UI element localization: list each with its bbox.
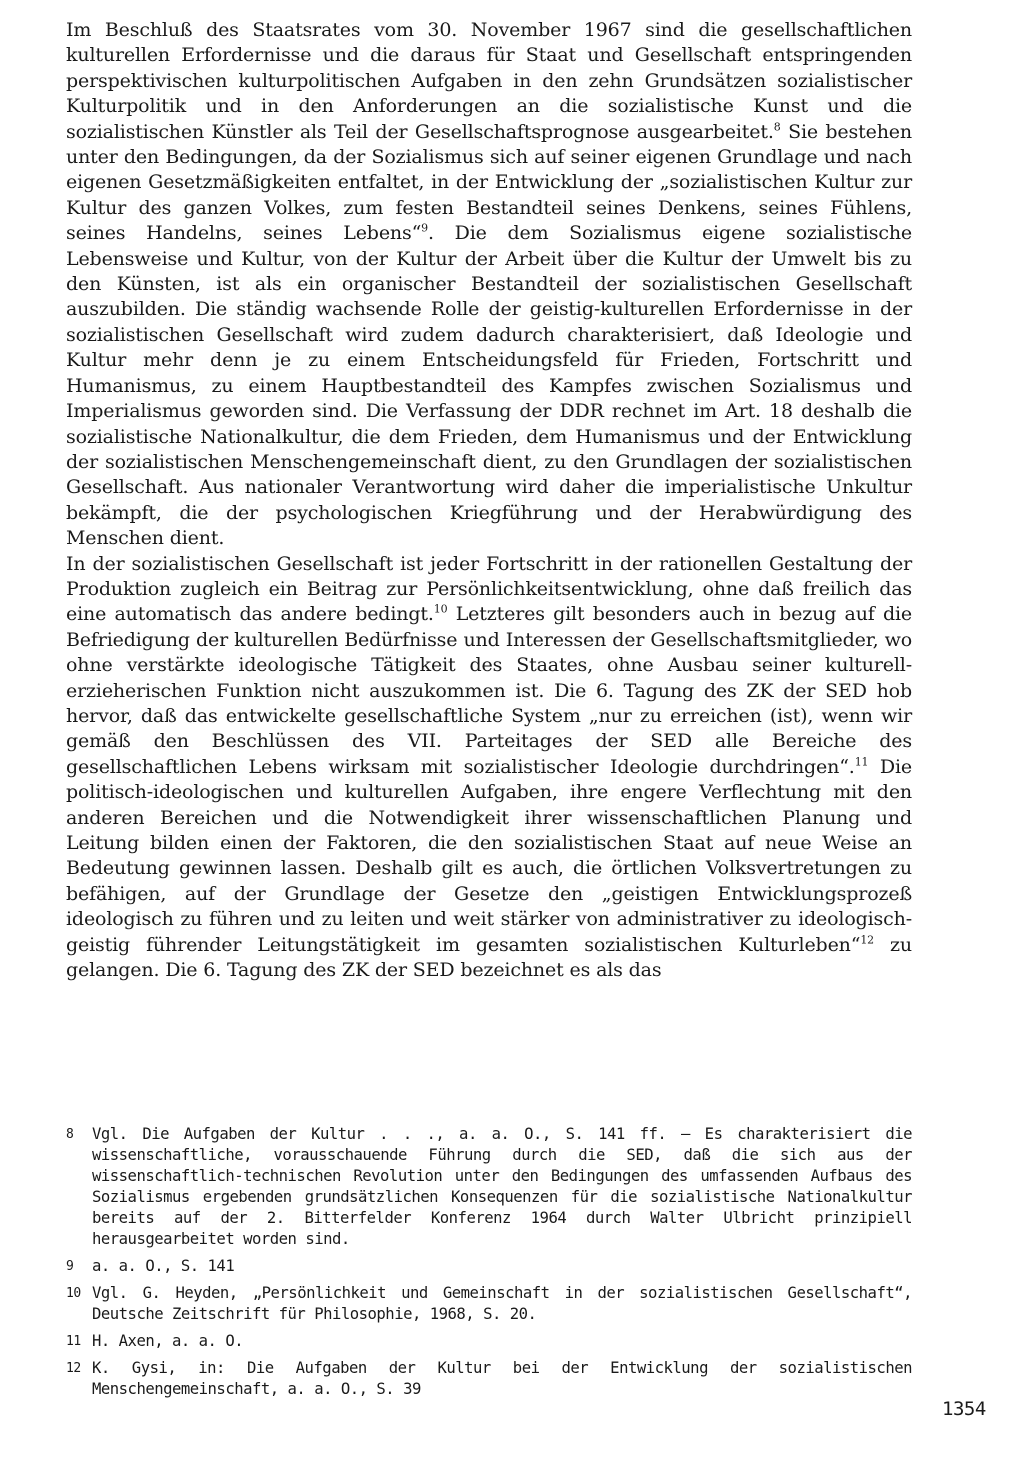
paragraph-2-part-d: zu gelangen. Die 6. Tagung des ZK der SED bezeichnet es als das (66, 933, 912, 982)
footnote-number: 9 (66, 1259, 74, 1274)
footnote-ref-9: 9 (421, 221, 429, 235)
footnote-11 (66, 1331, 912, 1352)
paragraph-2-part-a: In der sozialistischen Gesellschaft ist jeder Fortschritt in der rationellen Gestaltung der Produktion zugleich ein Beitrag zur Persönlichkeitsentwicklung, ohne daß freilich das eine automatisch das andere bedingt. (66, 552, 912, 626)
main-text-block (66, 18, 912, 983)
footnote-ref-10: 10 (433, 603, 448, 617)
footnote-text: Vgl. Die Aufgaben der Kultur . . ., a. a. O., S. 141 ff. – Es charakterisiert die wissenschaftliche, vorausschauende Führung durch die SED, daß die sich aus der wissenschaftlich-technischen Revolution unter den Bedingungen des umfassenden Aufbaus des Sozialismus ergebenden grundsätzlichen Konsequenzen für die sozialistische Nationalkultur bereits auf der 2. Bitterfelder Konferenz 1964 durch Walter Ulbricht prinzipiell herausgearbeitet worden sind. (92, 1125, 912, 1248)
paragraph-2-part-c: Die politisch-ideologischen und kulturellen Aufgaben, ihre engere Verflechtung mit den anderen Bereichen und die Notwendigkeit ihrer wissenschaftlichen Planung und Leitung bilden einen der Faktoren, die den sozialistischen Staat auf neue Weise an Bedeutung gewinnen lassen. Deshalb gilt es auch, die örtlichen Volksvertretungen zu befähigen, auf der Grundlage der Gesetze den „geistigen Entwicklungsprozeß ideologisch zu führen und zu leiten und weit stärker von administrativer zu ideologisch-geistig führender Leitungstätigkeit im gesamten sozialistischen Kulturleben“ (66, 755, 912, 956)
footnote-9 (66, 1256, 912, 1277)
footnote-ref-8: 8 (773, 120, 781, 134)
footnote-text: a. a. O., S. 141 (92, 1257, 235, 1275)
footnote-text: K. Gysi, in: Die Aufgaben der Kultur bei der Entwicklung der sozialistischen Menschengemeinschaft, a. a. O., S. 39 (92, 1359, 912, 1398)
footnote-number: 10 (66, 1286, 81, 1301)
page-number: 1354 (942, 1398, 986, 1420)
footnote-ref-12: 12 (860, 933, 875, 947)
paragraph-1 (66, 18, 912, 552)
footnote-10 (66, 1283, 912, 1325)
footnote-text: H. Axen, a. a. O. (92, 1332, 244, 1350)
paragraph-1-part-b: Sie bestehen unter den Bedingungen, da der Sozialismus sich auf seiner eigenen Grundlage und nach eigenen Gesetzmäßigkeiten entfaltet, in der Entwicklung der „sozialistischen Kultur zur Kultur des ganzen Volkes, zum festen Bestandteil seines Denkens, seines Fühlens, seines Handelns, seines Lebens“ (66, 120, 912, 245)
footnote-number: 8 (66, 1127, 74, 1142)
paragraph-2-part-b: Letzteres gilt besonders auch in bezug auf die Befriedigung der kulturellen Bedürfnisse und Interessen der Gesellschaftsmitglieder, wo ohne verstärkte ideologische Tätigkeit des Staates, ohne Ausbau seiner kulturell-erzieherischen Funktion nicht auszukommen ist. Die 6. Tagung des ZK der SED hob hervor, daß das entwickelte gesellschaftliche System „nur zu erreichen (ist), wenn wir gemäß den Beschlüssen des VII. Parteitages der SED alle Bereiche des gesellschaftlichen Lebens wirksam mit sozialistischer Ideologie durchdringen“. (66, 603, 912, 778)
paragraph-2 (66, 552, 912, 984)
footnote-ref-11: 11 (854, 755, 869, 769)
footnote-number: 12 (66, 1361, 81, 1376)
footnote-number: 11 (66, 1334, 81, 1349)
footnote-8 (66, 1124, 912, 1250)
paragraph-1-part-a: Im Beschluß des Staatsrates vom 30. November 1967 sind die gesellschaftlichen kulturellen Erfordernisse und die daraus für Staat und Gesellschaft entspringenden perspektivischen kulturpolitischen Aufgaben in den zehn Grundsätzen sozialistischer Kulturpolitik und in den Anforderungen an die sozialistische Kunst und die sozialistischen Künstler als Teil der Gesellschaftsprognose ausgearbeitet. (66, 19, 912, 143)
footnotes (66, 1124, 912, 1406)
body-text (66, 18, 912, 983)
footnote-12 (66, 1358, 912, 1400)
paragraph-1-part-c: . Die dem Sozialismus eigene sozialistische Lebensweise und Kultur, von der Kultur der Arbeit über die Kultur der Umwelt bis zu den Künsten, ist als ein organischer Bestandteil der sozialistischen Gesellschaft auszubilden. Die ständig wachsende Rolle der geistig-kulturellen Erfordernisse in der sozialistischen Gesellschaft wird zudem dadurch charakterisiert, daß Ideologie und Kultur mehr denn je zu einem Entscheidungsfeld für Frieden, Fortschritt und Humanismus, zu einem Hauptbestandteil des Kampfes zwischen Sozialismus und Imperialismus geworden sind. Die Verfassung der DDR rechnet im Art. 18 deshalb die sozialistische Nationalkultur, die dem Frieden, dem Humanismus und der Entwicklung der sozialistischen Menschengemeinschaft dient, zu den Grundlagen der sozialistischen Gesellschaft. Aus nationaler Verantwortung wird daher die imperialistische Unkultur bekämpft, die der psychologischen Kriegführung und der Herabwürdigung des Menschen dient. (66, 222, 913, 550)
footnote-text: Vgl. G. Heyden, „Persönlichkeit und Gemeinschaft in der sozialistischen Gesellschaft“, Deutsche Zeitschrift für Philosophie, 1968, S. 20. (92, 1284, 912, 1323)
